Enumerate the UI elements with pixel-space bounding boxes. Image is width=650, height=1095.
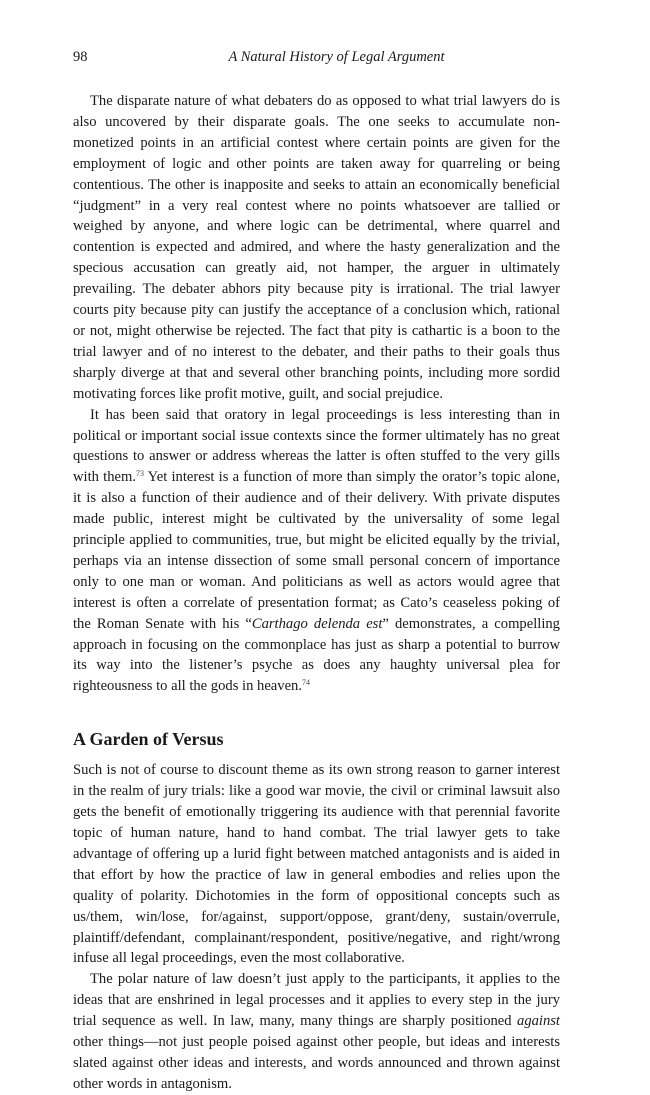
paragraph-text: It has been said that oratory in legal proceedings is less interesting than in political or important social issue contexts since the former ultimately has no great questions to answer or address whereas the latter is often stuffed to the very gills with them. (73, 406, 560, 486)
paragraph-theme-interest: Such is not of course to discount theme as its own strong reason to garner interest in the realm of jury trials: like a good war movie, the civil or criminal lawsuit also gets the benefit of emotionally triggering its audience with that perennial favorite topic of human nature, hand to hand combat. The trial lawyer gets to take advantage of offering up a lurid fight between matched antagonists and is aided in that effort by how the practice of law in general embodies and relies upon the quality of polarity. Dichotomies in the form of oppositional concepts such as us/them, win/lose, for/against, support/oppose, grant/deny, sustain/overrule, plaintiff/defendant, complainant/respondent, positive/negative, and right/wrong infuse all legal proceedings, even the most collaborative. (73, 762, 560, 967)
section-heading: A Garden of Versus (73, 729, 224, 750)
paragraph-text: ” demonstrates, a compelling approach in focusing on the commonplace has just as sharp a potential to burrow its way into the listener’s psyche as does any haughty universal plea for righteousness to all the gods in heaven. (73, 615, 560, 695)
page-number: 98 (73, 49, 88, 65)
paragraph-debaters-goals: The disparate nature of what debaters do as opposed to what trial lawyers do is also uncovered by their disparate goals. The one seeks to accumulate non-monetized points in an artificial contest where certain points are given for the employment of logic and other points are taken away for quarreling or being contentious. The other is inappositе and seeks to attain an economically beneficial “judgment” in a very real contest where no points whatsoever are tallied or weighed by anyone, and where logic can be detrimental, where quarrel and contention is expected and admired, and where the hasty generalization and the specious accusation can greatly aid, not hamper, the arguer in ultimately prevailing. The debater abhors pity because pity is irrational. The trial lawyer courts pity because pity can justify the acceptance of a conclusion which, rational or not, might otherwise be rejected. The fact that pity is cathartic is a boon to the trial lawyer and of no interest to the debater, and their paths to their goals thus sharply diverge at that and several other branching points, including more sordid motivating forces like profit motive, guilt, and social prejudice. (73, 93, 560, 402)
footnote-ref-73: 73 (136, 469, 144, 479)
body-text (73, 91, 560, 1095)
italic-word: against (517, 1013, 560, 1030)
paragraph-text: other things—not just people poised against other people, but ideas and interests slated against other ideas and interests, and words announced and thrown against other words in antagonism. (73, 1034, 560, 1092)
paragraph-text: Yet interest is a function of more than simply the orator’s topic alone, it is also a function of their audience and of their delivery. With private disputes made public, interest might be cultivated by the universality of some legal principle applied to communities, true, but might be elicited equally by the trivial, perhaps via an intense dissection of some small personal concern of importance only to one man or woman. And politicians as well as actors would agree that interest is often a correlate of presentation format; as Cato’s ceaseless poking of the Roman Senate with his “ (73, 469, 560, 632)
paragraph-oratory-interest (73, 405, 560, 698)
footnote-ref-74: 74 (302, 678, 310, 688)
latin-phrase: Carthago delenda est (251, 615, 383, 632)
paragraph-text: The polar nature of law doesn’t just apply to the participants, it applies to the ideas that are enshrined in legal processes and it applies to every step in the jury trial sequence as well. In law, many, many things are sharply positioned (73, 971, 560, 1030)
running-head (73, 47, 560, 67)
paragraph-polar-nature (73, 969, 560, 1094)
running-title: A Natural History of Legal Argument (228, 49, 445, 65)
